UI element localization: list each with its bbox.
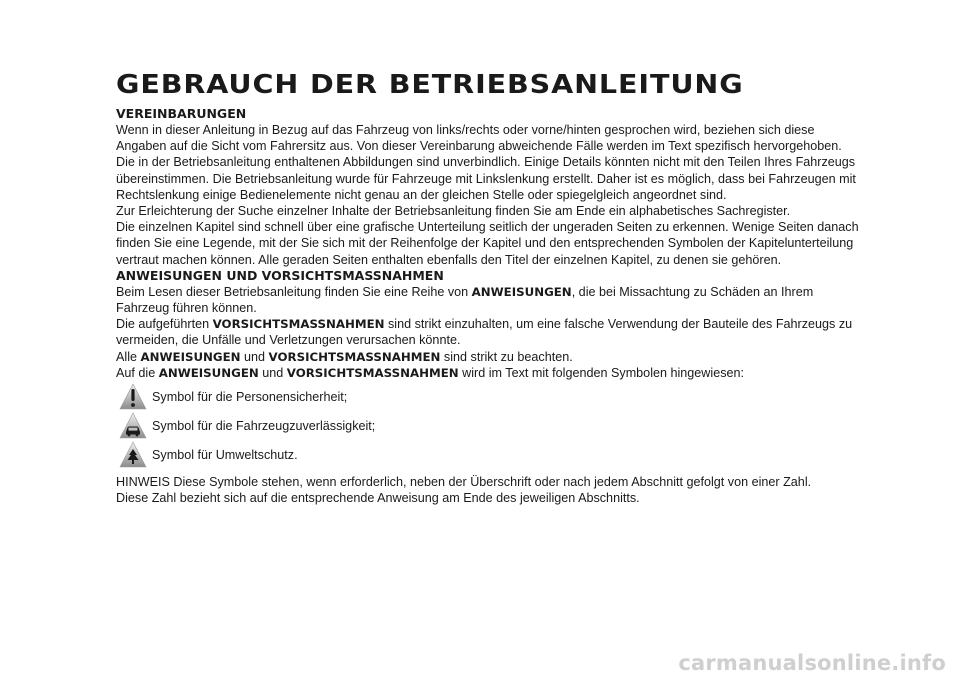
paragraph bbox=[116, 284, 861, 316]
watermark-logo: carmanualsonline.info bbox=[678, 651, 946, 675]
car-warning-icon bbox=[116, 412, 150, 439]
text: Auf die bbox=[116, 365, 159, 380]
text: wird im Text mit folgenden Symbolen hingewiesen: bbox=[458, 365, 745, 380]
text: und bbox=[258, 365, 287, 380]
paragraph bbox=[116, 316, 861, 348]
note-paragraph: HINWEIS Diese Symbole stehen, wenn erforderlich, neben der Überschrift oder nach jedem Abschnitt gefolgt von einer Zahl. bbox=[116, 475, 812, 490]
text: sind strikt zu beachten. bbox=[440, 349, 573, 364]
paragraph: Zur Erleichterung der Suche einzelner Inhalte der Betriebsanleitung finden Sie am Ende ein alphabetisches Sachregister. bbox=[116, 204, 791, 219]
section-heading-vereinbarungen: VEREINBARUNGEN bbox=[116, 106, 247, 121]
text: Die aufgeführten bbox=[116, 317, 213, 332]
tree-warning-icon bbox=[116, 441, 150, 468]
note-paragraph: Diese Zahl bezieht sich auf die entsprechende Anweisung am Ende des jeweiligen Abschnitts. bbox=[116, 491, 640, 506]
paragraph: Die in der Betriebsanleitung enthaltenen Abbildungen sind unverbindlich. Einige Details könnten nicht mit den Teilen Ihres Fahrzeugs übereinstimmen. Die Betriebsanleitung wurde für Fahrzeuge mit Linkslenkung erstellt. Daher ist es möglich, dass bei Fahrzeugen mit Rechtslenkung einige Bedienelemente nicht genau an der gleichen Stelle oder spiegelgleich angeordnet sind. bbox=[116, 155, 856, 202]
keyword: ANWEISUNGEN bbox=[158, 365, 259, 380]
page-title: GEBRAUCH DER BETRIEBSANLEITUNG bbox=[116, 70, 744, 100]
keyword: VORSICHTSMASSNAHMEN bbox=[212, 317, 385, 332]
symbol-row-car bbox=[116, 412, 861, 439]
paragraph: Wenn in dieser Anleitung in Bezug auf das Fahrzeug von links/rechts oder vorne/hinten gesprochen wird, beziehen sich diese Angaben auf die Sicht vom Fahrersitz aus. Von dieser Vereinbarung abweichende Fälle werden im Text spezifisch hervorgehoben. bbox=[116, 123, 842, 154]
manual-page bbox=[116, 70, 861, 506]
text: sind strikt einzuhalten, um eine falsche Verwendung der Bauteile des Fahrzeugs zu vermeiden, die Unfälle und Verletzungen verursachen könnte. bbox=[116, 317, 853, 348]
paragraph bbox=[116, 349, 861, 365]
paragraph bbox=[116, 365, 861, 381]
text: Beim Lesen dieser Betriebsanleitung finden Sie eine Reihe von bbox=[116, 284, 472, 299]
symbol-row-tree bbox=[116, 441, 861, 468]
symbol-label: Symbol für die Personensicherheit; bbox=[152, 389, 348, 404]
person-warning-icon bbox=[116, 383, 150, 410]
keyword: ANWEISUNGEN bbox=[471, 284, 572, 299]
text: , die bei Missachtung zu Schäden an Ihrem Fahrzeug führen können. bbox=[116, 284, 814, 316]
keyword: ANWEISUNGEN bbox=[140, 349, 241, 364]
keyword: VORSICHTSMASSNAHMEN bbox=[268, 349, 441, 364]
text: und bbox=[240, 349, 269, 364]
symbol-label: Symbol für Umweltschutz. bbox=[152, 447, 298, 462]
keyword: VORSICHTSMASSNAHMEN bbox=[286, 365, 459, 380]
symbol-label: Symbol für die Fahrzeugzuverlässigkeit; bbox=[152, 418, 376, 433]
section-heading-anweisungen: ANWEISUNGEN UND VORSICHTSMASSNAHMEN bbox=[116, 267, 444, 283]
paragraph: Die einzelnen Kapitel sind schnell über eine grafische Unterteilung seitlich der ungeraden Seiten zu erkennen. Wenige Seiten danach finden Sie eine Legende, mit der Sie sich mit der Reihenfolge der Kapitel und den entsprechenden Symbolen der Kapitelunterteilung vertraut machen können. Alle geraden Seiten enthalten ebenfalls den Titel der einzelnen Kapitel, zu denen sie gehören. bbox=[116, 220, 859, 267]
text: Alle bbox=[116, 349, 141, 364]
symbol-row-person bbox=[116, 383, 861, 410]
